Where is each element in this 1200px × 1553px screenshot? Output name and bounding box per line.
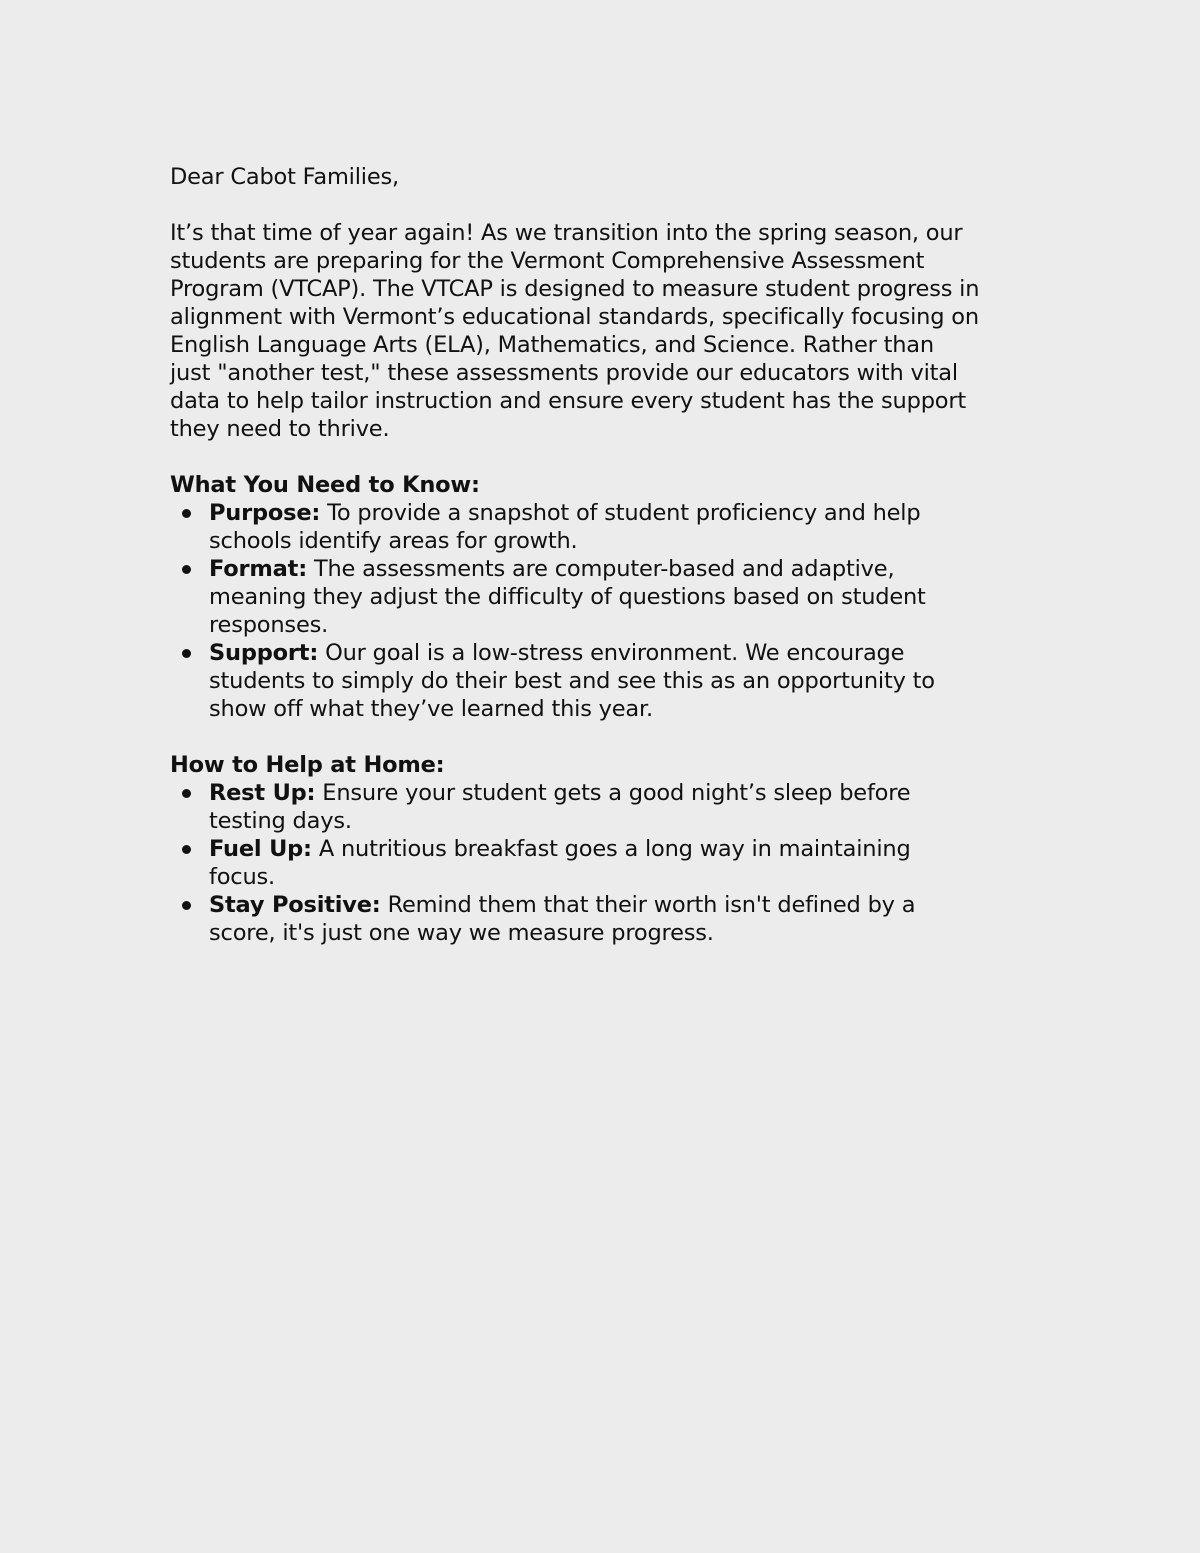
section-heading-help: How to Help at Home: [170, 752, 445, 778]
know-list [170, 499, 980, 723]
item-term: Stay Positive: [209, 892, 381, 918]
list-item-stay-positive [170, 891, 980, 947]
bullet-icon [182, 509, 191, 518]
intro-paragraph: It’s that time of year again! As we transition into the spring season, our students are preparing for the Vermont Comprehensive Assessment Program (VTCAP). The VTCAP is designed to measure student progress in alignment with Vermont’s educational standards, specifically focusing on English Language Arts (ELA), Mathematics, and Science. Rather than just "another test," these assessments provide our educators with vital data to help tailor instruction and ensure every student has the support they need to thrive. [170, 220, 980, 442]
item-text: The assessments are computer-based and adaptive, meaning they adjust the difficulty of questions based on student responses. [209, 556, 926, 638]
item-term: Support: [209, 640, 319, 666]
item-text: Ensure your student gets a good night’s sleep before testing days. [209, 780, 911, 834]
item-term: Rest Up: [209, 780, 316, 806]
help-list [170, 779, 980, 947]
item-text: Our goal is a low-stress environment. We encourage students to simply do their best and see this as an opportunity to show off what they’ve learned this year. [209, 640, 935, 722]
item-text: To provide a snapshot of student proficiency and help schools identify areas for growth. [209, 500, 921, 554]
list-item-purpose [170, 499, 980, 555]
list-item-rest-up [170, 779, 980, 835]
list-item-support [170, 639, 980, 723]
list-item-format [170, 555, 980, 639]
bullet-icon [182, 845, 191, 854]
item-text: Remind them that their worth isn't defined by a score, it's just one way we measure progress. [209, 892, 916, 946]
item-term: Fuel Up: [209, 836, 312, 862]
item-term: Purpose: [209, 500, 321, 526]
bullet-icon [182, 649, 191, 658]
bullet-icon [182, 565, 191, 574]
list-item-fuel-up [170, 835, 980, 891]
letter-body [170, 163, 980, 947]
bullet-icon [182, 901, 191, 910]
item-text: A nutritious breakfast goes a long way in maintaining focus. [209, 836, 911, 890]
bullet-icon [182, 789, 191, 798]
item-term: Format: [209, 556, 307, 582]
greeting: Dear Cabot Families, [170, 164, 399, 190]
section-heading-know: What You Need to Know: [170, 472, 480, 498]
